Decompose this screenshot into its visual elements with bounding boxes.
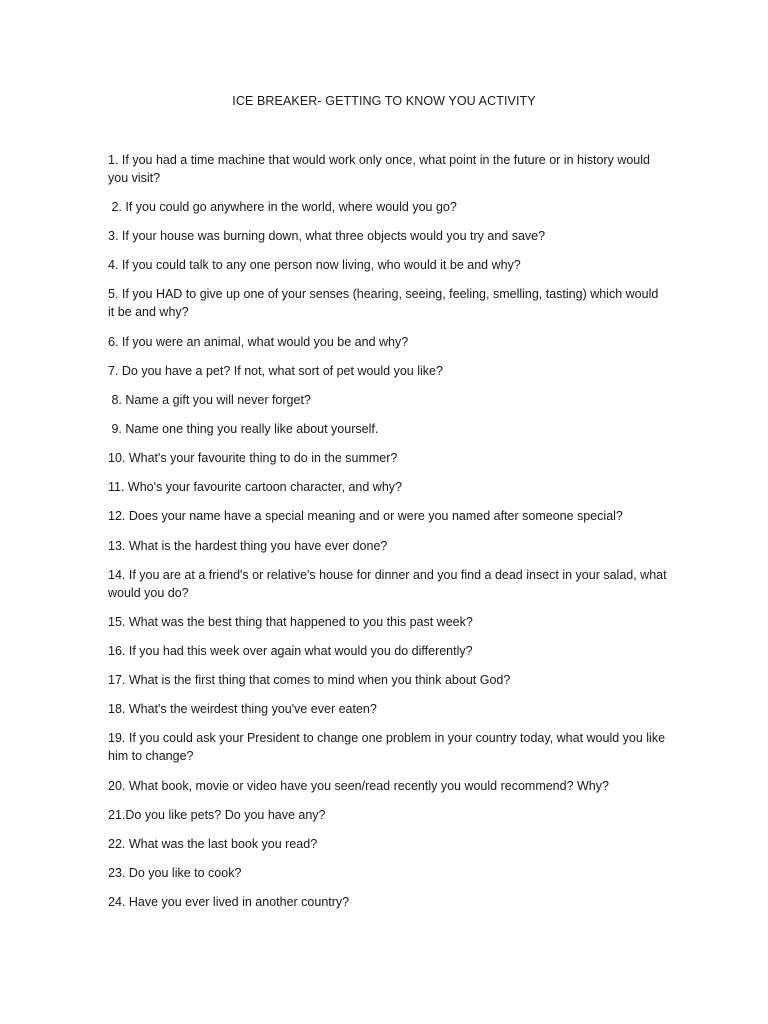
question-11: 11. Who's your favourite cartoon character, and why? xyxy=(108,480,402,494)
document-title: ICE BREAKER- GETTING TO KNOW YOU ACTIVITY xyxy=(232,94,536,108)
question-17: 17. What is the first thing that comes to mind when you think about God? xyxy=(108,673,511,687)
question-8: 8. Name a gift you will never forget? xyxy=(108,393,311,407)
question-15: 15. What was the best thing that happened to you this past week? xyxy=(108,615,473,629)
question-3: 3. If your house was burning down, what three objects would you try and save? xyxy=(108,229,546,243)
question-5: 5. If you HAD to give up one of your senses (hearing, seeing, feeling, smelling, tasting) which would it be and why? xyxy=(108,287,659,319)
question-6: 6. If you were an animal, what would you be and why? xyxy=(108,335,409,349)
question-2: 2. If you could go anywhere in the world, where would you go? xyxy=(108,200,457,214)
question-4: 4. If you could talk to any one person now living, who would it be and why? xyxy=(108,258,521,272)
question-19: 19. If you could ask your President to change one problem in your country today, what would you like him to change? xyxy=(108,731,666,763)
question-1: 1. If you had a time machine that would work only once, what point in the future or in history would you visit? xyxy=(108,153,650,185)
question-10: 10. What's your favourite thing to do in the summer? xyxy=(108,451,398,465)
question-20: 20. What book, movie or video have you seen/read recently you would recommend? Why? xyxy=(108,779,609,793)
question-13: 13. What is the hardest thing you have ever done? xyxy=(108,539,388,553)
question-24: 24. Have you ever lived in another country? xyxy=(108,895,350,909)
question-21: 21.Do you like pets? Do you have any? xyxy=(108,808,326,822)
question-9: 9. Name one thing you really like about yourself. xyxy=(108,422,379,436)
question-7: 7. Do you have a pet? If not, what sort of pet would you like? xyxy=(108,364,443,378)
question-14: 14. If you are at a friend's or relative's house for dinner and you find a dead insect in your salad, what would you do? xyxy=(108,568,667,600)
question-16: 16. If you had this week over again what would you do differently? xyxy=(108,644,473,658)
question-12: 12. Does your name have a special meaning and or were you named after someone special? xyxy=(108,509,623,523)
question-23: 23. Do you like to cook? xyxy=(108,866,242,880)
question-22: 22. What was the last book you read? xyxy=(108,837,318,851)
question-18: 18. What's the weirdest thing you've ever eaten? xyxy=(108,702,377,716)
